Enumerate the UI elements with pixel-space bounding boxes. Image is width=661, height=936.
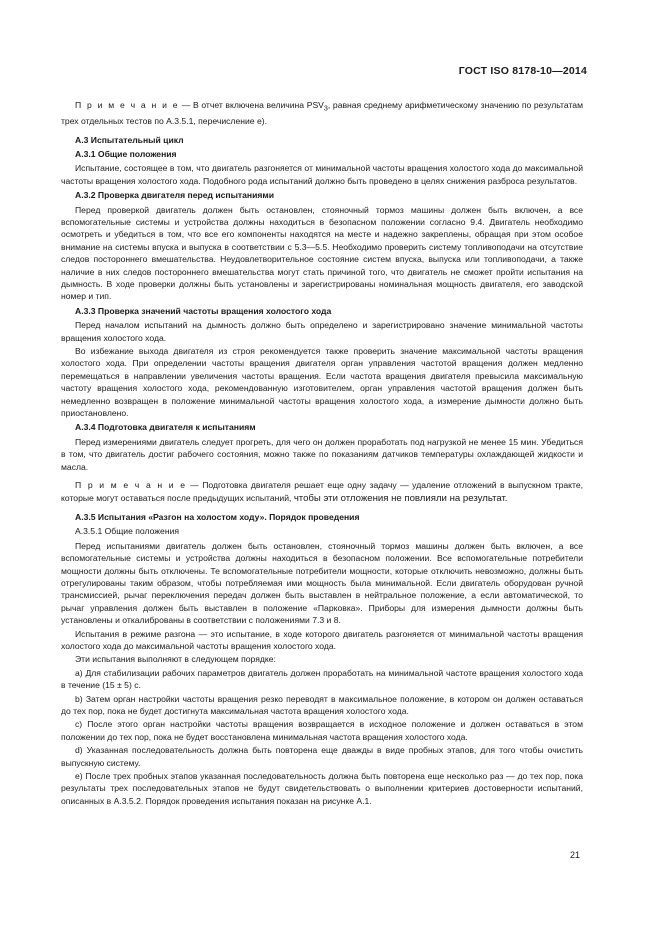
section-heading: А.3.4 Подготовка двигателя к испытаниям bbox=[75, 422, 256, 433]
section-heading: А.3 Испытательный цикл bbox=[75, 134, 184, 145]
paragraph: Перед испытаниями двигатель должен быть остановлен, стояночный тормоз машины должен быть включен, а все вспомогательные системы и устройства должны находиться в безопасном положении. Все вспомогательные потребители мощности должны быть отключены. Те вспомогательные потребители мощности, которые отключить невозможно, должны быть отрегулированы таким образом, чтобы потребляемая ими мощность была минимальной. Если двигатель оборудован ручной трансмиссией, рычаг переключения передач должен быть выставлен в нейтральное положение, а если автоматической, то рычаг управления должен быть выставлен в положение «Парковка». Приборы для измерения дымности должны быть установлены и откалиброваны в соответствии с положениями 7.3 и 8. bbox=[61, 540, 583, 626]
note-text-large: чтобы эти отложения не повлияли на результат. bbox=[293, 492, 508, 504]
document-body bbox=[61, 93, 583, 808]
section-heading: А.3.1 Общие положения bbox=[75, 148, 177, 159]
section-heading: А.3.2 Проверка двигателя перед испытаниями bbox=[75, 190, 275, 201]
paragraph: Эти испытания выполняют в следующем порядке: bbox=[75, 654, 276, 665]
note-label: П р и м е ч а н и е bbox=[75, 100, 180, 110]
subsection-heading: А.3.5.1 Общие положения bbox=[75, 526, 180, 537]
paragraph: Перед началом испытаний на дымность должно быть определено и зарегистрировано значение минимальной частоты вращения холостого хода. bbox=[61, 320, 583, 343]
note-label: П р и м е ч а н и е bbox=[75, 480, 187, 491]
note-2 bbox=[61, 479, 583, 505]
list-item: е) После трех пробных этапов указанная последовательность должна быть повторена еще несколько раз — до тех пор, пока результаты трех последовательных этапов не будут свидетельствовать о выполнении критериев достоверности испытаний, описанных в А.3.5.2. Порядок проведения испытания показан на рисунке А.1. bbox=[61, 771, 583, 806]
list-item: d) Указанная последовательность должна быть повторена еще дважды в виде пробных этапов, для того чтобы очистить выпускную систему. bbox=[61, 745, 583, 768]
paragraph: Перед измерениями двигатель следует прогреть, для чего он должен проработать под нагрузкой не менее 15 мин. Убедиться в том, что двигатель достиг рабочего состояния, можно также по показаниям датчиков температуры охлаждающей жидкости и масла. bbox=[61, 436, 583, 472]
paragraph: Испытание, состоящее в том, что двигатель разгоняется от минимальной частоты вращения холостого хода до максимальной частоты вращения холостого хода. Подобного рода испытаний должно быть проведено в целях снижения разброса результатов. bbox=[61, 163, 583, 186]
note-subscript: 3 bbox=[323, 104, 328, 113]
section-heading: А.3.5 Испытания «Разгон на холостом ходу». Порядок проведения bbox=[75, 511, 360, 522]
standard-header: ГОСТ ISO 8178-10—2014 bbox=[458, 65, 587, 77]
note-1 bbox=[61, 99, 583, 128]
paragraph: Перед проверкой двигатель должен быть остановлен, стояночный тормоз машины должен быть включен, а все вспомогательные системы и устройства должны находиться в безопасном положении согласно 9.4. Двигатель необходимо осмотреть и убедиться в том, что все его компоненты находятся на месте и надежно закреплены, обращая при этом особое внимание на системы впуска и выпуска в соответствии с 5.3—5.5. Необходимо проверить систему топливоподачи на отсутствие следов постороннего вмешательства. Неудовлетворительное состояние систем впуска, выпуска или топливоподачи, а также наличие в них следов постороннего вмешательства могут стать причиной того, что двигатель не сможет пройти испытания на дымность. В ходе проверки должны быть установлены и зарегистрированы номинальная мощность двигателя, его заводской номер и тип. bbox=[61, 204, 583, 302]
paragraph: Во избежание выхода двигателя из строя рекомендуется также проверить значение максимальной частоты вращения холостого хода. При определении частоты вращения двигателя орган управления частотой вращения должен медленно перемещаться в направлении увеличения частоты вращения. Если частота вращения двигателя превысила максимальную частоту вращения холостого хода, рекомендованную изготовителем, орган управления частотой вращения должен быть немедленно возвращен в положение минимальной частоты вращения холостого хода, а измерение дымности должно быть приостановлено. bbox=[61, 346, 583, 419]
list-item: а) Для стабилизации рабочих параметров двигатель должен проработать на минимальной частоте вращения холостого хода в течение (15 ± 5) с. bbox=[61, 667, 583, 691]
list-item: с) После этого орган настройки частоты вращения возвращается в исходное положение и должен оставаться в этом положении до тех пор, пока не будет восстановлена минимальная частота вращения холостого хода. bbox=[61, 719, 583, 742]
list-item: b) Затем орган настройки частоты вращения резко переводят в максимальное положение, в котором он должен оставаться до тех пор, пока не будет достигнута максимальная частота вращения холостого хода. bbox=[61, 693, 583, 716]
note-text-end: , равная среднему арифметическому значению по результатам трех отдельных тестов по А.3.5.1, перечисление е). bbox=[61, 100, 583, 127]
note-text: — В отчет включена величина PSV bbox=[179, 100, 324, 110]
paragraph: Испытания в режиме разгона — это испытание, в ходе которого двигатель разгоняется от минимальной частоты вращения холостого хода до максимальной частоты вращения холостого хода. bbox=[61, 628, 583, 651]
section-heading: А.3.3 Проверка значений частоты вращения холостого хода bbox=[75, 305, 332, 316]
page-number: 21 bbox=[569, 850, 580, 860]
note-text: — Подготовка двигателя решает еще одну задачу — удаление отложений в выпускном тракте, которые могут оставаться после предыдущих испытаний, bbox=[61, 480, 583, 503]
